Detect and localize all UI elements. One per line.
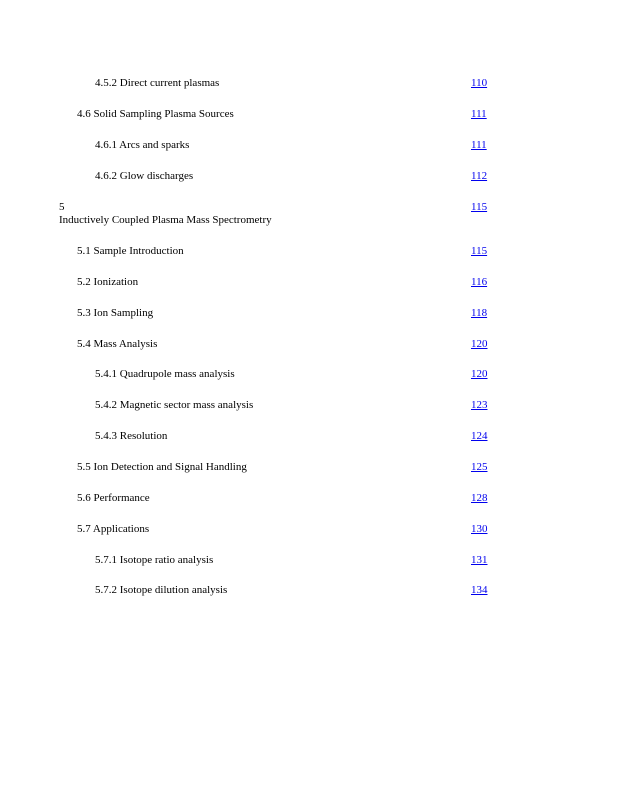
toc-entry-title: 5.4 Mass Analysis xyxy=(77,338,158,350)
toc-entry-title: 4.6.2 Glow discharges xyxy=(95,170,194,182)
toc-page-link[interactable]: 118 xyxy=(471,307,488,319)
toc-entry-title: 5.5 Ion Detection and Signal Handling xyxy=(77,461,247,473)
toc-page-link[interactable]: 124 xyxy=(471,430,488,442)
toc-entry-title: 5.6 Performance xyxy=(77,492,150,504)
toc-page-link[interactable]: 110 xyxy=(471,77,488,89)
toc-entry-title: 5.7 Applications xyxy=(77,523,150,535)
toc-page-link[interactable]: 112 xyxy=(471,170,488,182)
toc-entry-title: 4.5.2 Direct current plasmas xyxy=(95,77,220,89)
toc-entry-title: 5.7.2 Isotope dilution analysis xyxy=(95,584,228,596)
toc-entry-title: 5.4.2 Magnetic sector mass analysis xyxy=(95,399,254,411)
toc-entry-title: 5.1 Sample Introduction xyxy=(77,245,184,257)
toc-entry-title: 4.6.1 Arcs and sparks xyxy=(95,139,190,151)
chapter-title: Inductively Coupled Plasma Mass Spectrometry xyxy=(59,214,272,226)
toc-page-link[interactable]: 130 xyxy=(471,523,488,535)
toc-page-link[interactable]: 115 xyxy=(471,201,488,213)
toc-page-link[interactable]: 131 xyxy=(471,554,488,566)
toc-entry-title: 4.6 Solid Sampling Plasma Sources xyxy=(77,108,234,120)
toc-entry-title: 5.4.3 Resolution xyxy=(95,430,168,442)
toc-entry-title: 5.7.1 Isotope ratio analysis xyxy=(95,554,214,566)
toc-entry-title: 5.3 Ion Sampling xyxy=(77,307,154,319)
toc-page-link[interactable]: 111 xyxy=(471,108,487,120)
toc-page-link[interactable]: 134 xyxy=(471,584,488,596)
toc-page-link[interactable]: 120 xyxy=(471,368,488,380)
toc-page-link[interactable]: 116 xyxy=(471,276,488,288)
chapter-number: 5 xyxy=(59,201,65,213)
toc-page-link[interactable]: 123 xyxy=(471,399,488,411)
toc-entry-title: 5.2 Ionization xyxy=(77,276,139,288)
toc-page-link[interactable]: 120 xyxy=(471,338,488,350)
toc-page-link[interactable]: 115 xyxy=(471,245,488,257)
toc-entry-title: 5.4.1 Quadrupole mass analysis xyxy=(95,368,235,380)
toc-page-link[interactable]: 111 xyxy=(471,139,487,151)
toc-page-link[interactable]: 128 xyxy=(471,492,488,504)
toc-page-link[interactable]: 125 xyxy=(471,461,488,473)
